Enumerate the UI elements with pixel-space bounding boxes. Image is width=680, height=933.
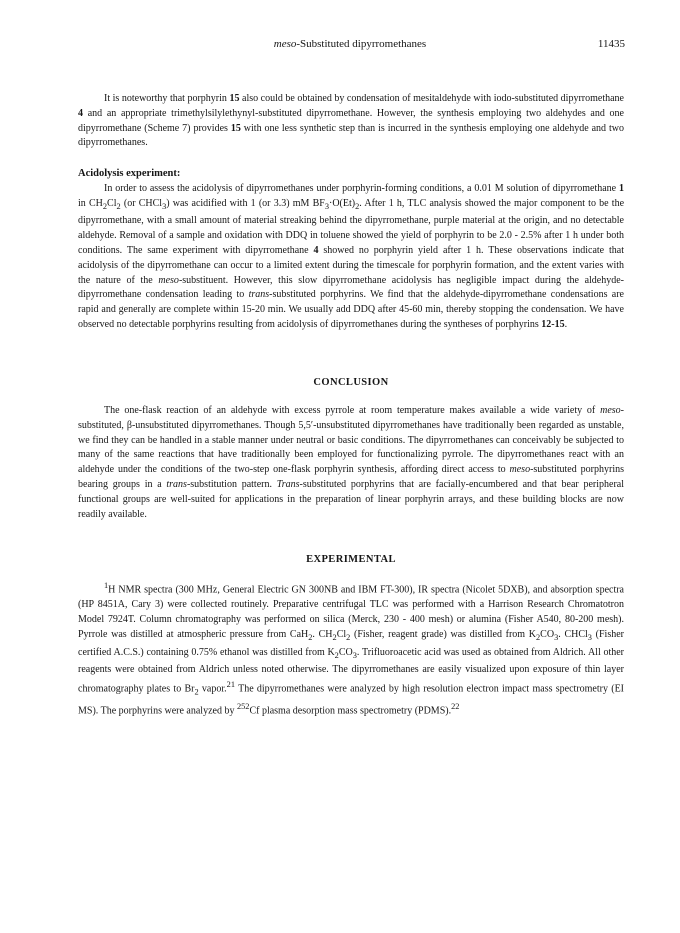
acidolysis-section	[78, 167, 624, 333]
paragraph-text: It is noteworthy that porphyrin 15 also could be obtained by condensation of mesitaldehyde with iodo-substituted dipyrromethane 4 and an appropriate trimethylsilylethynyl-substituted dipyrromethane. However, the synthesis employing two aldehydes and one dipyrromethane (Scheme 7) provides 15 with one less synthetic step than is incurred in the synthesis employing one aldehyde and two dipyrromethanes.	[78, 93, 624, 149]
conclusion-heading: CONCLUSION	[313, 377, 389, 388]
running-header	[75, 38, 625, 54]
running-title-text: -Substituted dipyrromethanes	[296, 38, 427, 50]
experimental-section	[78, 579, 624, 719]
running-title-italic: meso	[273, 38, 297, 50]
conclusion-section	[78, 404, 624, 522]
running-title	[75, 38, 625, 50]
acidolysis-paragraph: In order to assess the acidolysis of dipyrromethanes under porphyrin-forming conditions, a 0.01 M solution of dipyrromethane 1 in $CH_2Cl_2$ (or CHCl$_3$) was acidified with 1 (or 3.3) mM $BF_3\cdot O(Et)_2$. After 1 h, TLC analysis showed the major component to be the dipyrromethane, with a small amount of material streaking behind the dipyrromethane, purple material at the origin, and no detectable aldehyde. Removal of a sample and oxidation with DDQ in toluene showed the yield of porphyrin to be 2.0 - 2.5% after 1 h under both conditions. The same experiment with dipyrromethane 4 showed no porphyrin yield after 1 h. These observations indicate that acidolysis of the dipyrromethane can occur to a limited extent during the timescale for porphyrin formation, and the extent varies with the nature of the meso-substituent. However, this slow dipyrromethane acidolysis has negligible impact during the aldehyde-dipyrromethane condensation leading to trans-substituted porphyrins. We find that the aldehyde-dipyrromethane condensations are rapid and generally are complete within 15-20 min. We usually add DDQ after 45-60 min, thereby stopping the condensation. We have observed no detectable porphyrins resulting from acidolysis of dipyrromethanes during the syntheses of porphyrins 12-15.	[78, 182, 625, 330]
reference-22: 22	[451, 702, 460, 712]
experimental-paragraph: $^1$H NMR spectra (300 MHz, General Electric GN 300NB and IBM FT-300), IR spectra (Nicolet 5DXB), and absorption spectra (HP 8451A, Cary 3) were collected routinely. Preparative centrifugal TLC was performed with a Harrison Research Chromatotron Model 7924T. Column chromatography was performed on silica (Merck, 230 - 400 mesh) or alumina (Fisher A540, 80-200 mesh). Pyrrole was distilled at atmospheric pressure from CaH$_2$. $CH_2Cl_2$ (Fisher, reagent grade) was distilled from $K_2CO_3$. CHCl$_3$ (Fisher certified A.C.S.) containing 0.75% ethanol was distilled from $K_2CO_3$. Trifluoroacetic acid was used as obtained from Aldrich. All other reagents were obtained from Aldrich unless noted otherwise. The dipyrromethanes are easily visualized upon exposure of thin layer chromatography plates to $Br_2$ vapor.$^{21}$ The dipyrromethanes were analyzed by high resolution electron impact mass spectrometry (EI MS). The porphyrins were analyzed by $^{252}$Cf plasma desorption mass spectrometry (PDMS).$^{22}$	[78, 581, 625, 717]
conclusion-paragraph: The one-flask reaction of an aldehyde with excess pyrrole at room temperature makes available a wide variety of meso-substituted, β-unsubstituted dipyrromethanes. Though 5,5′-unsubstituted dipyrromethanes have traditionally been regarded as unstable, we find they can be handled in a stable manner under neutral or basic conditions. The dipyrromethanes can conceivably be subjected to many of the same reactions that have traditionally been employed for functionalizing pyrrole. The dipyrromethanes react with an aldehyde under the conditions of the two-step one-flask porphyrin synthesis, affording direct access to meso-substituted porphyrins bearing groups in a trans-substitution pattern. Trans-substituted porphyrins that are facially-encumbered and that bear peripheral functional groups are well-suited for applications in the preparation of linear porphyrin arrays, and these building blocks are now readily available.	[78, 405, 624, 520]
experimental-heading: EXPERIMENTAL	[306, 554, 396, 565]
page-number: 11435	[597, 38, 625, 50]
reference-21: 21	[226, 680, 235, 690]
acidolysis-heading: Acidolysis experiment:	[78, 168, 181, 179]
paragraph-porphyrin-15	[78, 92, 624, 151]
